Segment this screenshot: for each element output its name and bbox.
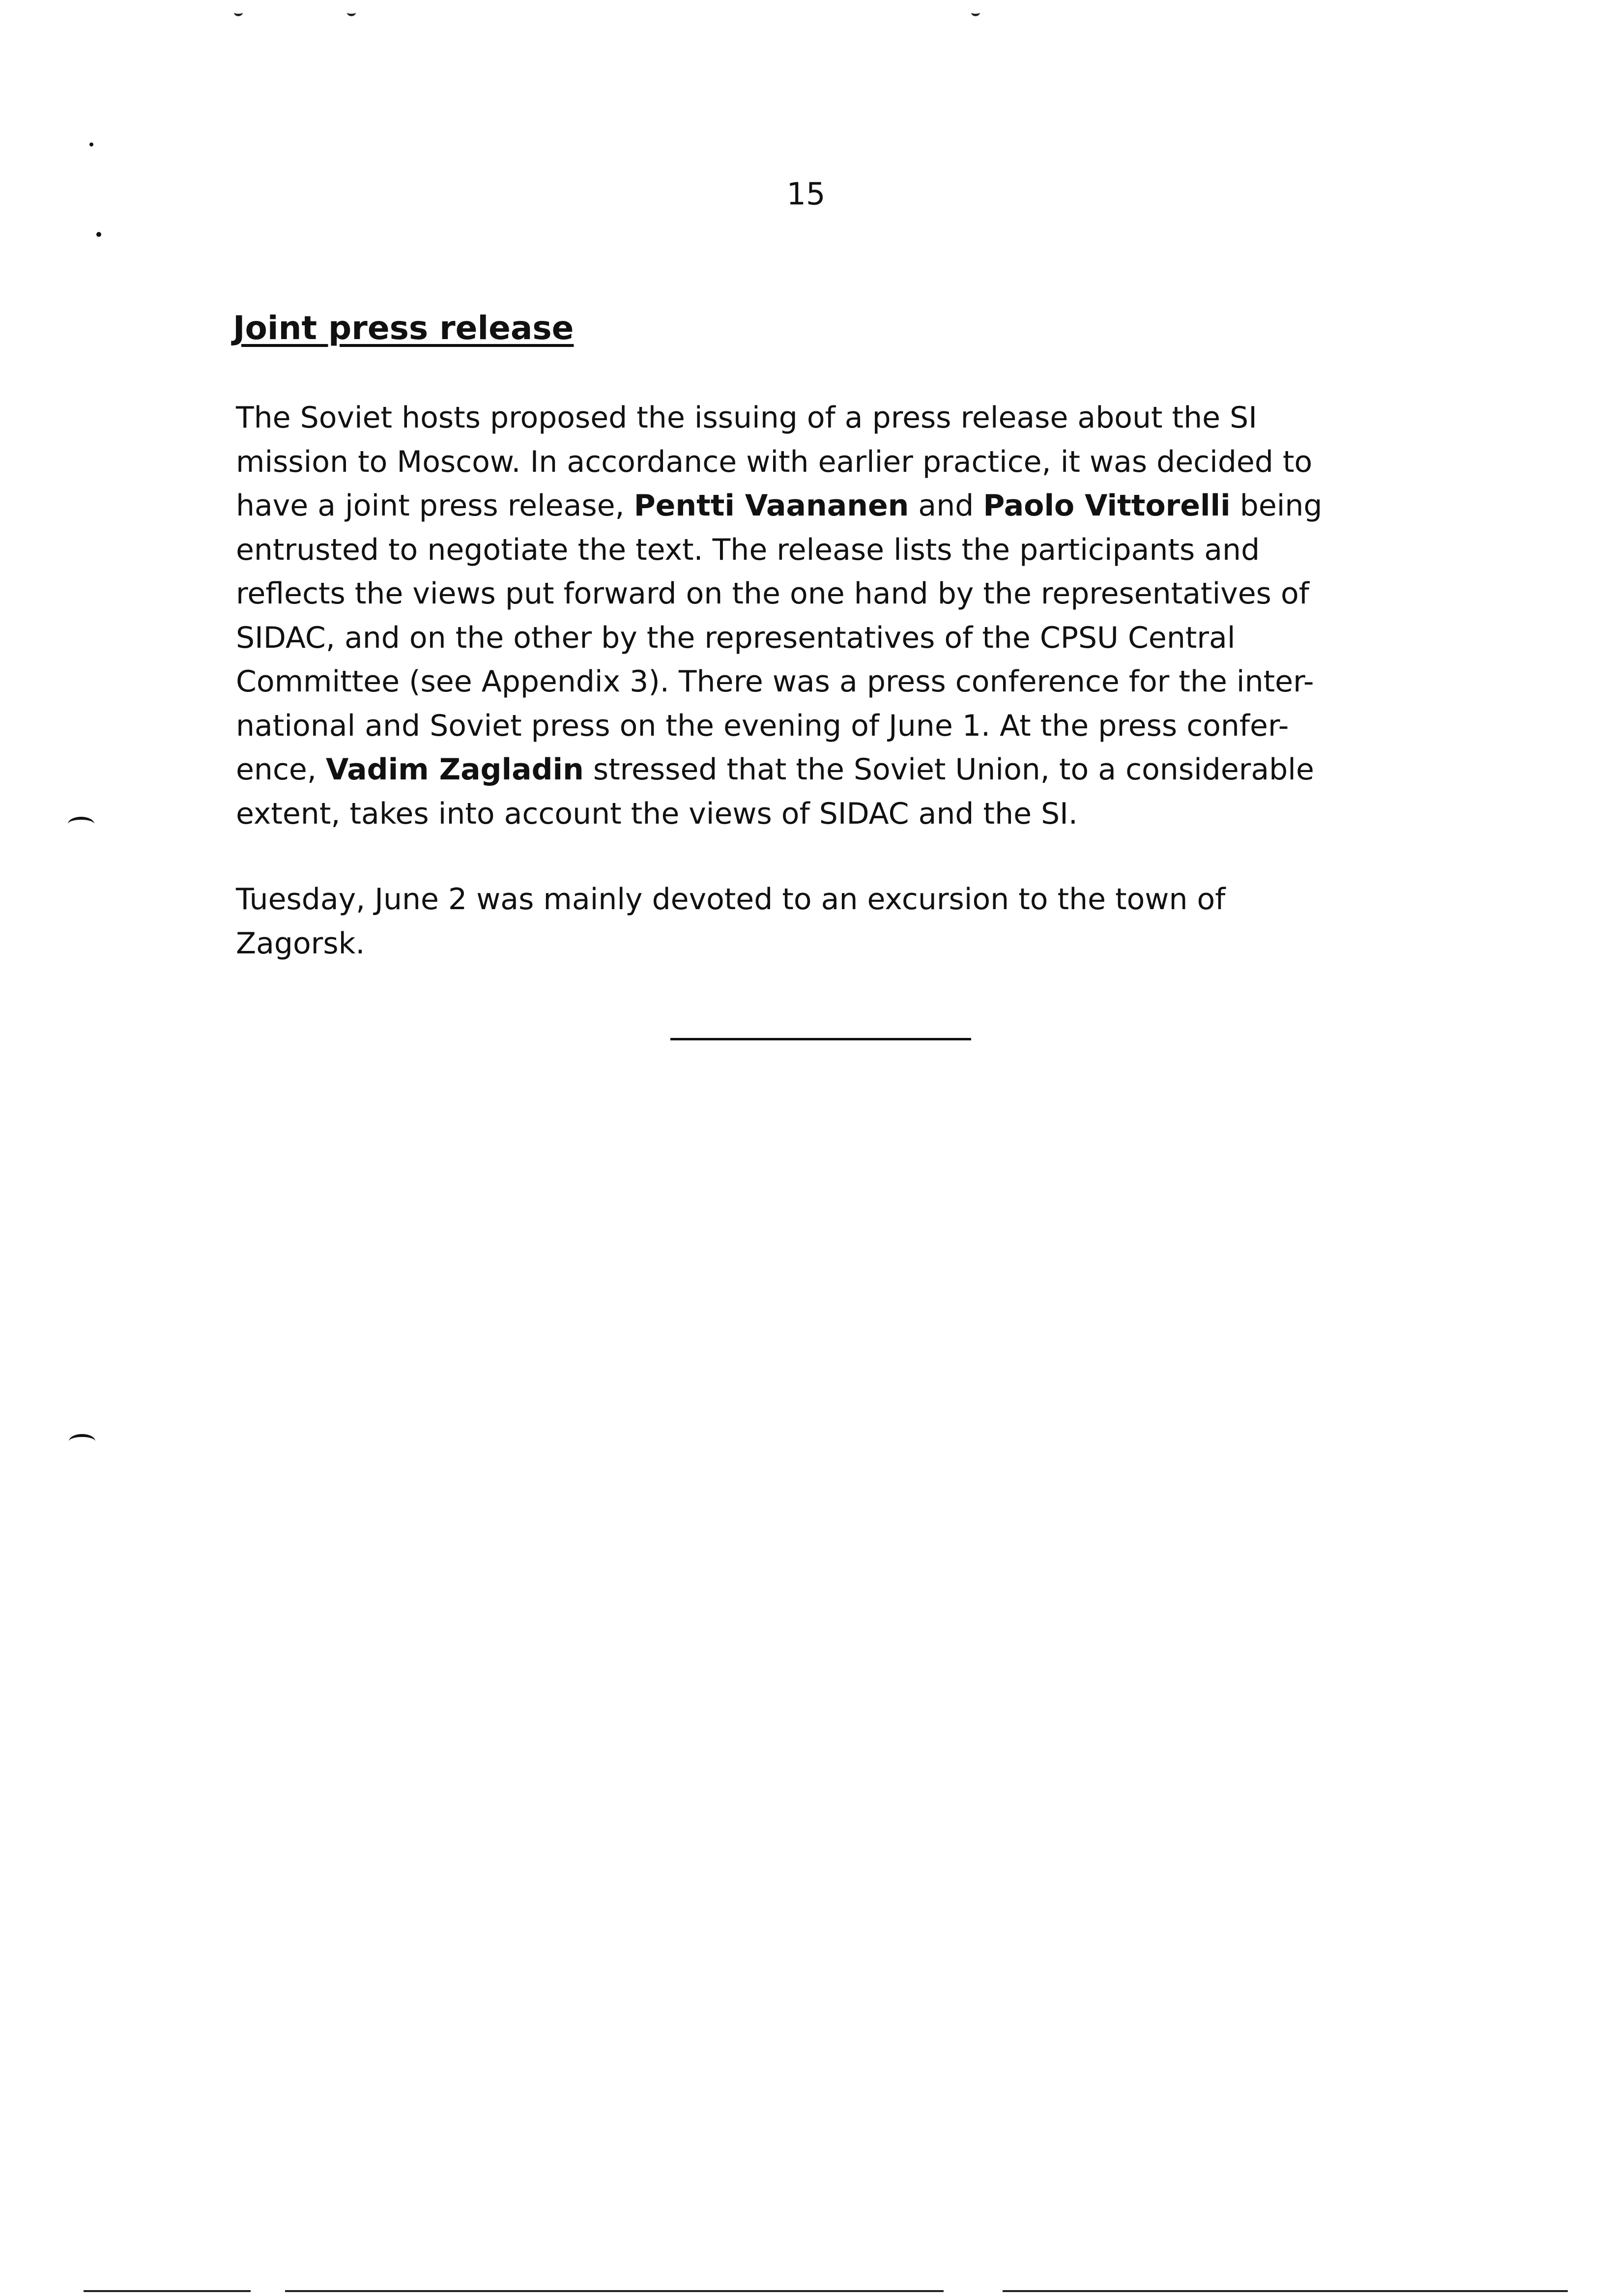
scan-mark — [971, 9, 980, 16]
text-run: have a joint press release, — [236, 488, 634, 523]
scan-edge — [84, 2290, 251, 2292]
person-name: Pentti Vaananen — [633, 488, 909, 523]
scan-mark — [69, 1434, 95, 1449]
person-name: Vadim Zagladin — [326, 752, 584, 787]
text-run: and — [909, 488, 983, 523]
text-line: Zagorsk. — [236, 926, 365, 961]
scan-edge — [285, 2290, 944, 2292]
person-name: Paolo Vittorelli — [983, 488, 1231, 523]
text-line: reflects the views put forward on the one hand by the representatives of — [236, 576, 1309, 611]
text-line: mission to Moscow. In accordance with earlier practice, it was decided to — [236, 444, 1313, 479]
section-heading: Joint press release — [233, 309, 574, 347]
text-run: stressed that the Soviet Union, to a considerable — [583, 752, 1314, 787]
text-line: extent, takes into account the views of SIDAC and the SI. — [236, 796, 1078, 831]
page-number: 15 — [786, 176, 826, 212]
text-line: SIDAC, and on the other by the representatives of the CPSU Central — [236, 620, 1236, 655]
scan-mark — [96, 232, 101, 237]
section-divider — [670, 1038, 971, 1040]
paragraph-excursion — [236, 878, 1225, 966]
scan-edge — [1003, 2290, 1568, 2292]
text-line: Tuesday, June 2 was mainly devoted to an excursion to the town of — [236, 882, 1226, 917]
text-line: entrusted to negotiate the text. The release lists the participants and — [236, 532, 1260, 567]
text-line — [236, 484, 1323, 528]
text-run: ence, — [236, 752, 326, 787]
text-line: national and Soviet press on the evening of June 1. At the press confer- — [236, 708, 1289, 743]
text-run: being — [1230, 488, 1323, 523]
scan-mark — [347, 9, 356, 16]
text-line — [236, 748, 1323, 792]
scan-mark — [68, 817, 94, 832]
scan-mark — [234, 9, 243, 16]
text-line: Committee (see Appendix 3). There was a press conference for the inter- — [236, 664, 1314, 699]
paragraph-press-release — [236, 396, 1323, 836]
text-line: The Soviet hosts proposed the issuing of a press release about the SI — [236, 401, 1257, 435]
scan-mark — [89, 143, 93, 146]
